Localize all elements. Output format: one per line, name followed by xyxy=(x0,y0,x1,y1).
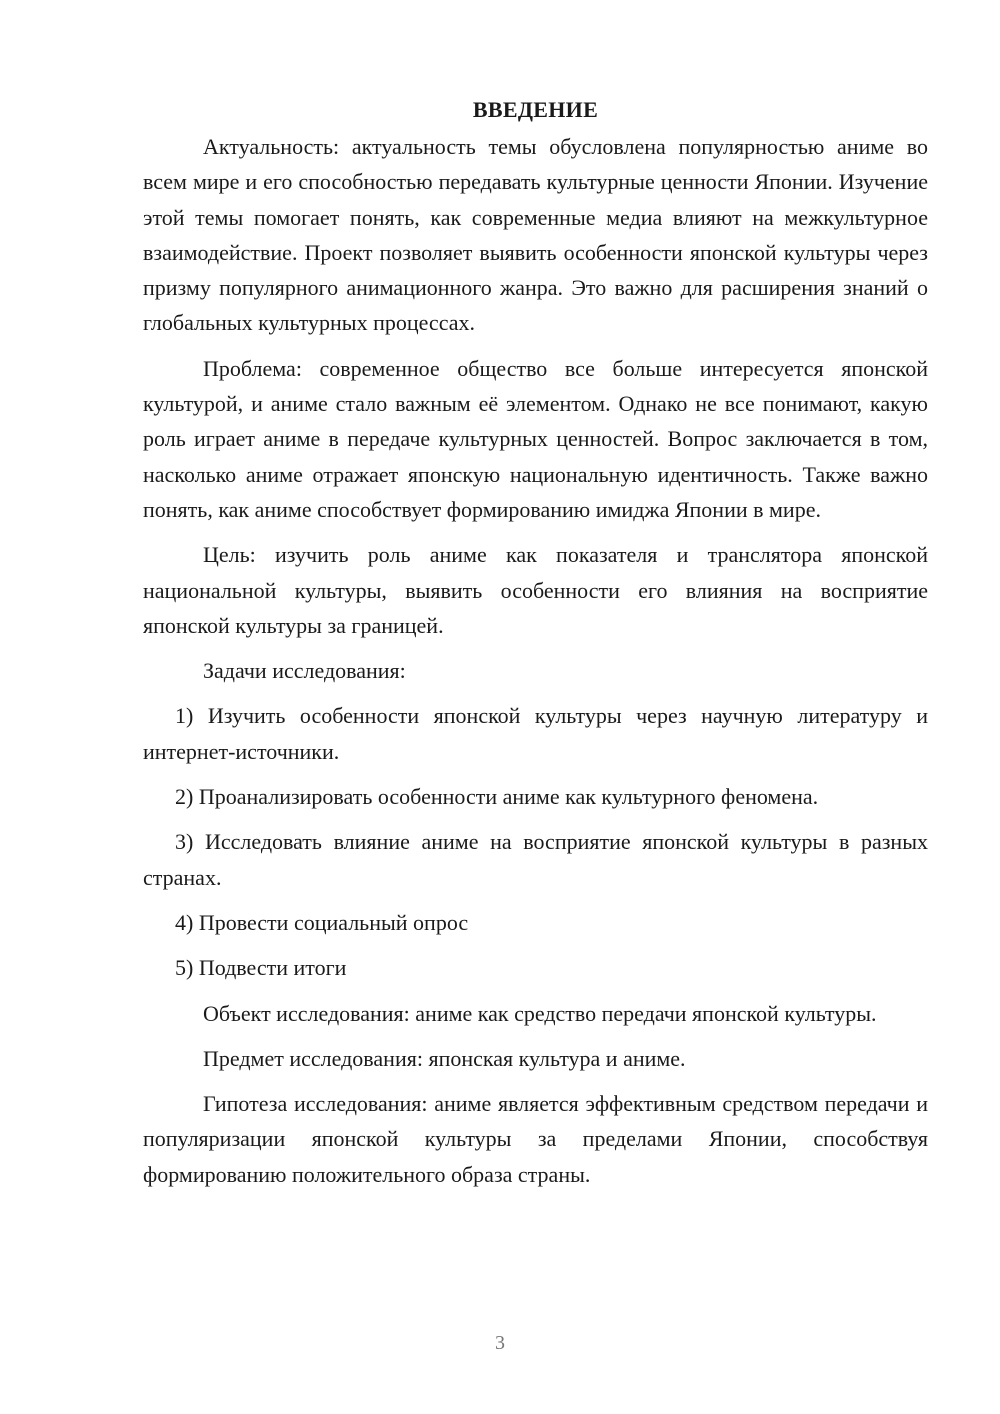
object-paragraph: Объект исследования: аниме как средство передачи японской культуры. xyxy=(203,1000,877,1026)
subject-paragraph: Предмет исследования: японская культура и аниме. xyxy=(203,1045,686,1071)
task-item-5: 5) Подвести итоги xyxy=(175,955,347,981)
page-title: ВВЕДЕНИЕ xyxy=(472,97,599,122)
relevance-paragraph: Актуальность: актуальность темы обусловлена популярностью аниме во всем мире и его способностью передавать культурные ценности Японии. Изучение этой темы помогает понять, как современные медиа влияют на межкультурное взаимодействие. Проект позволяет выявить особенности японской культуры через призму популярного анимационного жанра. Это важно для расширения знаний о глобальных культурных процессах. xyxy=(143,134,928,336)
page-number: 3 xyxy=(495,1332,505,1354)
task-item-2: 2) Проанализировать особенности аниме как культурного феномена. xyxy=(175,784,819,810)
task-item-1: 1) Изучить особенности японской культуры через научную литературу и интернет-источники. xyxy=(143,703,928,764)
hypothesis-paragraph: Гипотеза исследования: аниме является эффективным средством передачи и популяризации японской культуры за пределами Японии, способствуя формированию положительного образа страны. xyxy=(143,1091,928,1187)
problem-paragraph: Проблема: современное общество все больше интересуется японской культурой, и аниме стало важным её элементом. Однако не все понимают, какую роль играет аниме в передаче культурных ценностей. Вопрос заключается в том, насколько аниме отражает японскую национальную идентичность. Также важно понять, как аниме способствует формированию имиджа Японии в мире. xyxy=(143,355,928,522)
task-item-4: 4) Провести социальный опрос xyxy=(175,909,469,935)
tasks-heading: Задачи исследования: xyxy=(203,658,406,684)
task-item-3: 3) Исследовать влияние аниме на восприятие японской культуры в разных странах. xyxy=(143,829,928,890)
goal-paragraph: Цель: изучить роль аниме как показателя и транслятора японской национальной культуры, выявить особенности его влияния на восприятие японской культуры за границей. xyxy=(143,542,928,638)
document-page xyxy=(143,92,928,1202)
